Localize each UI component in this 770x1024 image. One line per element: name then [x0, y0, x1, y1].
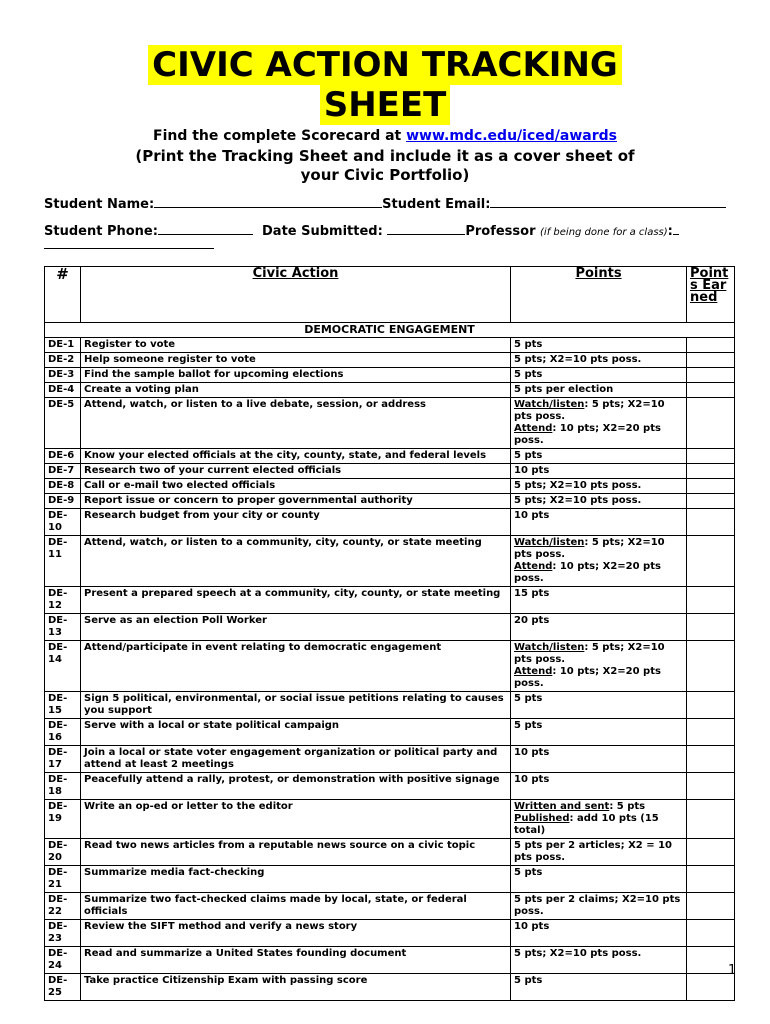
- row-points-earned[interactable]: [687, 614, 735, 641]
- row-points-earned[interactable]: [687, 866, 735, 893]
- table-row: [45, 368, 735, 383]
- professor-field[interactable]: [673, 223, 679, 235]
- row-action: Attend, watch, or listen to a live debate, session, or address: [81, 398, 511, 449]
- row-action: Peacefully attend a rally, protest, or demonstration with positive signage: [81, 773, 511, 800]
- table-row: [45, 509, 735, 536]
- student-phone-field[interactable]: [158, 223, 253, 235]
- row-action: Call or e-mail two elected officials: [81, 479, 511, 494]
- professor-note: (if being done for a class): [540, 227, 668, 238]
- table-row: [45, 353, 735, 368]
- row-number: DE-2: [45, 353, 81, 368]
- row-number: DE-10: [45, 509, 81, 536]
- row-action: Research two of your current elected officials: [81, 464, 511, 479]
- row-number: DE-5: [45, 398, 81, 449]
- watch-label: Watch/listen: [514, 399, 585, 410]
- row-points: 5 pts: [511, 974, 687, 1001]
- row-points: 5 pts: [511, 692, 687, 719]
- row-points-earned[interactable]: [687, 746, 735, 773]
- table-row: [45, 746, 735, 773]
- written-points: : 5 pts: [609, 801, 646, 812]
- table-row: [45, 479, 735, 494]
- row-action: Research budget from your city or county: [81, 509, 511, 536]
- phone-date-row: [44, 223, 679, 239]
- attend-label: Attend: [514, 666, 553, 677]
- row-action: Find the sample ballot for upcoming elections: [81, 368, 511, 383]
- row-points-earned[interactable]: [687, 773, 735, 800]
- row-points: 10 pts: [511, 773, 687, 800]
- row-number: DE-24: [45, 947, 81, 974]
- professor-label: Professor: [465, 224, 536, 239]
- row-action: Read and summarize a United States founding document: [81, 947, 511, 974]
- table-row: [45, 692, 735, 719]
- row-points: 10 pts: [511, 464, 687, 479]
- row-points: 10 pts: [511, 746, 687, 773]
- row-points: 20 pts: [511, 614, 687, 641]
- date-submitted-field[interactable]: [387, 223, 465, 235]
- published-points: : add 10 pts (15 total): [514, 813, 659, 836]
- table-row: [45, 494, 735, 509]
- row-number: DE-7: [45, 464, 81, 479]
- row-action: Take practice Citizenship Exam with passing score: [81, 974, 511, 1001]
- row-action: Write an op-ed or letter to the editor: [81, 800, 511, 839]
- section-row: [45, 323, 735, 338]
- row-points-earned[interactable]: [687, 692, 735, 719]
- table-row: [45, 338, 735, 353]
- print-instruction: (Print the Tracking Sheet and include it as a cover sheet of your Civic Portfolio): [135, 147, 635, 184]
- row-number: DE-23: [45, 920, 81, 947]
- row-points: 15 pts: [511, 587, 687, 614]
- watch-label: Watch/listen: [514, 537, 585, 548]
- row-points: 5 pts: [511, 368, 687, 383]
- row-action: Review the SIFT method and verify a news story: [81, 920, 511, 947]
- section-title: DEMOCRATIC ENGAGEMENT: [45, 323, 735, 338]
- date-submitted-label: Date Submitted:: [262, 224, 383, 239]
- row-number: DE-15: [45, 692, 81, 719]
- table-row: [45, 398, 735, 449]
- row-points: 5 pts: [511, 719, 687, 746]
- row-points: [511, 800, 687, 839]
- row-number: DE-13: [45, 614, 81, 641]
- table-row: [45, 920, 735, 947]
- row-number: DE-4: [45, 383, 81, 398]
- row-number: DE-3: [45, 368, 81, 383]
- watch-points: : 5 pts; X2=10 pts poss.: [514, 399, 665, 422]
- page-number: 1: [728, 963, 737, 978]
- student-phone-label: Student Phone:: [44, 224, 158, 239]
- row-points: [511, 536, 687, 587]
- row-action: Read two news articles from a reputable news source on a civic topic: [81, 839, 511, 866]
- row-number: DE-17: [45, 746, 81, 773]
- written-label: Written and sent: [514, 801, 610, 812]
- row-number: DE-25: [45, 974, 81, 1001]
- row-number: DE-19: [45, 800, 81, 839]
- row-action: Summarize two fact-checked claims made by local, state, or federal officials: [81, 893, 511, 920]
- row-number: DE-20: [45, 839, 81, 866]
- table-row: [45, 383, 735, 398]
- row-action: Serve as an election Poll Worker: [81, 614, 511, 641]
- row-action: Serve with a local or state political campaign: [81, 719, 511, 746]
- row-number: DE-9: [45, 494, 81, 509]
- professor-colon: :: [667, 224, 673, 239]
- watch-points: : 5 pts; X2=10 pts poss.: [514, 642, 665, 665]
- row-points-earned[interactable]: [687, 494, 735, 509]
- row-number: DE-14: [45, 641, 81, 692]
- attend-points: : 10 pts; X2=20 pts poss.: [514, 666, 661, 689]
- row-points-earned[interactable]: [687, 353, 735, 368]
- row-points-earned[interactable]: [687, 641, 735, 692]
- row-points-earned[interactable]: [687, 587, 735, 614]
- table-row: [45, 464, 735, 479]
- table-row: [45, 839, 735, 866]
- row-points-earned[interactable]: [687, 398, 735, 449]
- row-number: DE-16: [45, 719, 81, 746]
- title-block: [0, 45, 770, 125]
- table-row: [45, 536, 735, 587]
- row-action: Know your elected officials at the city, county, state, and federal levels: [81, 449, 511, 464]
- row-number: DE-11: [45, 536, 81, 587]
- published-label: Published: [514, 813, 570, 824]
- student-email-label: Student Email:: [382, 197, 491, 212]
- row-points: 5 pts per 2 articles; X2 = 10 pts poss.: [511, 839, 687, 866]
- page-title-line2: SHEET: [320, 85, 451, 125]
- row-number: DE-22: [45, 893, 81, 920]
- row-points: 5 pts: [511, 449, 687, 464]
- row-action: Sign 5 political, environmental, or social issue petitions relating to causes you support: [81, 692, 511, 719]
- scorecard-prefix: Find the complete Scorecard at: [153, 128, 407, 144]
- row-number: DE-12: [45, 587, 81, 614]
- row-points-earned[interactable]: [687, 479, 735, 494]
- student-name-field[interactable]: [154, 196, 382, 208]
- row-points-earned[interactable]: [687, 920, 735, 947]
- professor-field-continued[interactable]: [44, 248, 214, 249]
- row-points-earned[interactable]: [687, 449, 735, 464]
- row-points: [511, 641, 687, 692]
- row-points-earned[interactable]: [687, 338, 735, 353]
- row-points-earned[interactable]: [687, 368, 735, 383]
- table-row: [45, 893, 735, 920]
- row-number: DE-21: [45, 866, 81, 893]
- row-action: Join a local or state voter engagement organization or political party and attend at least 2 meetings: [81, 746, 511, 773]
- attend-label: Attend: [514, 561, 553, 572]
- table-row: [45, 866, 735, 893]
- table-row: [45, 773, 735, 800]
- row-points-earned[interactable]: [687, 893, 735, 920]
- row-points: 5 pts: [511, 866, 687, 893]
- row-points: 5 pts; X2=10 pts poss.: [511, 494, 687, 509]
- row-points: 5 pts; X2=10 pts poss.: [511, 479, 687, 494]
- watch-label: Watch/listen: [514, 642, 585, 653]
- watch-points: : 5 pts; X2=10 pts poss.: [514, 537, 665, 560]
- table-header-row: [45, 267, 735, 323]
- row-points: 5 pts; X2=10 pts poss.: [511, 353, 687, 368]
- row-points-earned[interactable]: [687, 839, 735, 866]
- header-points: Points: [511, 267, 687, 323]
- attend-label: Attend: [514, 423, 553, 434]
- row-points-earned[interactable]: [687, 800, 735, 839]
- student-name-label: Student Name:: [44, 197, 155, 212]
- attend-points: : 10 pts; X2=20 pts poss.: [514, 423, 661, 446]
- attend-points: : 10 pts; X2=20 pts poss.: [514, 561, 661, 584]
- header-points-earned: Points Earned: [687, 267, 735, 323]
- table-row: [45, 719, 735, 746]
- header-civic-action: Civic Action: [81, 267, 511, 323]
- row-points: 10 pts: [511, 920, 687, 947]
- row-action: Create a voting plan: [81, 383, 511, 398]
- row-points: 5 pts per 2 claims; X2=10 pts poss.: [511, 893, 687, 920]
- table-row: [45, 641, 735, 692]
- name-email-row: [44, 196, 726, 212]
- table-row: [45, 614, 735, 641]
- row-points: 5 pts per election: [511, 383, 687, 398]
- row-number: DE-1: [45, 338, 81, 353]
- row-action: Report issue or concern to proper governmental authority: [81, 494, 511, 509]
- scorecard-line: [0, 128, 770, 144]
- table-row: [45, 947, 735, 974]
- row-action: Summarize media fact-checking: [81, 866, 511, 893]
- row-points-earned[interactable]: [687, 719, 735, 746]
- row-points-earned[interactable]: [687, 536, 735, 587]
- row-points: 5 pts; X2=10 pts poss.: [511, 947, 687, 974]
- row-action: Register to vote: [81, 338, 511, 353]
- row-points-earned[interactable]: [687, 509, 735, 536]
- table-row: [45, 449, 735, 464]
- row-action: Attend/participate in event relating to democratic engagement: [81, 641, 511, 692]
- row-action: Attend, watch, or listen to a community, city, county, or state meeting: [81, 536, 511, 587]
- table-row: [45, 800, 735, 839]
- row-number: DE-6: [45, 449, 81, 464]
- page-title: CIVIC ACTION TRACKING: [148, 45, 622, 85]
- row-points-earned[interactable]: [687, 383, 735, 398]
- row-points: 10 pts: [511, 509, 687, 536]
- table-row: [45, 974, 735, 1001]
- row-points: 5 pts: [511, 338, 687, 353]
- table-row: [45, 587, 735, 614]
- student-email-field[interactable]: [490, 196, 726, 208]
- row-action: Present a prepared speech at a community, city, county, or state meeting: [81, 587, 511, 614]
- tracking-table: [44, 266, 735, 1001]
- row-number: DE-8: [45, 479, 81, 494]
- row-action: Help someone register to vote: [81, 353, 511, 368]
- scorecard-link[interactable]: www.mdc.edu/iced/awards: [406, 128, 617, 144]
- row-points-earned[interactable]: [687, 464, 735, 479]
- header-number: #: [45, 267, 81, 323]
- row-number: DE-18: [45, 773, 81, 800]
- row-points: [511, 398, 687, 449]
